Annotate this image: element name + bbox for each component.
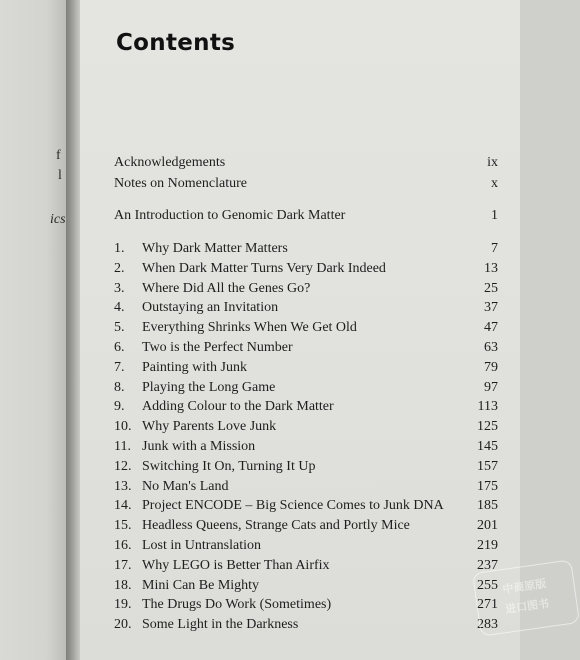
chapter-entry (114, 418, 498, 436)
page-number: 37 (484, 300, 498, 315)
left-page-fragment: ics (50, 212, 66, 227)
chapter-number: 11. (114, 439, 131, 454)
page-number: 1 (491, 208, 498, 223)
chapter-entry (114, 438, 498, 456)
left-page-fragment: l (58, 168, 62, 183)
chapter-number: 14. (114, 498, 132, 513)
chapter-entry (114, 398, 498, 416)
chapter-number: 15. (114, 518, 132, 533)
contents-page (80, 0, 550, 660)
watermark-line: 中商原版 (501, 577, 548, 597)
chapter-title: Junk with a Mission (142, 439, 256, 454)
entry-title: An Introduction to Genomic Dark Matter (114, 208, 346, 223)
chapter-number: 4. (114, 300, 125, 315)
chapter-title: Adding Colour to the Dark Matter (142, 399, 334, 414)
left-page (0, 0, 66, 660)
chapter-title: Lost in Untranslation (142, 538, 261, 553)
chapter-number: 8. (114, 380, 125, 395)
chapter-title: The Drugs Do Work (Sometimes) (142, 597, 332, 612)
chapter-entry (114, 240, 498, 258)
chapter-entry (114, 596, 498, 614)
page-number: 145 (477, 439, 498, 454)
page-number: 255 (477, 578, 498, 593)
chapter-title: Outstaying an Invitation (142, 300, 279, 315)
page-number: 157 (477, 459, 498, 474)
watermark-line: 进口图书 (504, 596, 550, 616)
chapter-entry (114, 280, 498, 298)
chapter-entry (114, 458, 498, 476)
page-number: 175 (477, 479, 498, 494)
chapter-number: 2. (114, 261, 125, 276)
page-number: 271 (477, 597, 498, 612)
chapter-title: No Man's Land (142, 479, 229, 494)
front-matter-entry (114, 175, 498, 193)
page-number: 219 (477, 538, 498, 553)
chapter-number: 10. (114, 419, 132, 434)
chapter-entry (114, 478, 498, 496)
chapter-number: 6. (114, 340, 125, 355)
chapter-title: Where Did All the Genes Go? (142, 281, 311, 296)
page-title: Contents (116, 30, 236, 56)
chapter-title: Switching It On, Turning It Up (142, 459, 316, 474)
page-number: 185 (477, 498, 498, 513)
chapter-number: 19. (114, 597, 132, 612)
page-number: 125 (477, 419, 498, 434)
chapter-title: When Dark Matter Turns Very Dark Indeed (142, 261, 386, 276)
entry-title: Acknowledgements (114, 155, 226, 170)
chapter-entry (114, 616, 498, 634)
chapter-entry (114, 517, 498, 535)
chapter-title: Mini Can Be Mighty (142, 578, 260, 593)
chapter-number: 1. (114, 241, 125, 256)
page-number: 237 (477, 558, 498, 573)
chapter-title: Playing the Long Game (142, 380, 276, 395)
page-number: 113 (477, 399, 498, 414)
chapter-title: Why LEGO is Better Than Airfix (142, 558, 330, 573)
chapter-entry (114, 319, 498, 337)
page-number: 47 (484, 320, 498, 335)
page-number: 25 (484, 281, 498, 296)
chapter-title: Why Parents Love Junk (142, 419, 277, 434)
chapter-number: 5. (114, 320, 125, 335)
page-number: 97 (484, 380, 498, 395)
chapter-number: 3. (114, 281, 125, 296)
entry-title: Notes on Nomenclature (114, 176, 247, 191)
chapter-number: 16. (114, 538, 132, 553)
chapter-title: Two is the Perfect Number (142, 340, 293, 355)
chapter-number: 20. (114, 617, 132, 632)
chapter-entry (114, 379, 498, 397)
chapter-entry (114, 299, 498, 317)
chapter-title: Some Light in the Darkness (142, 617, 299, 632)
page-number: ix (487, 155, 498, 170)
chapter-number: 13. (114, 479, 132, 494)
chapter-entry (114, 577, 498, 595)
table-of-contents (80, 0, 520, 660)
page-number: 63 (484, 340, 498, 355)
left-page-fragment: f (56, 148, 61, 163)
chapter-entry (114, 537, 498, 555)
chapter-title: Headless Queens, Strange Cats and Portly Mice (142, 518, 410, 533)
chapter-entry (114, 497, 498, 515)
page-number: 79 (484, 360, 498, 375)
chapter-number: 9. (114, 399, 125, 414)
chapter-number: 18. (114, 578, 132, 593)
chapter-number: 17. (114, 558, 132, 573)
front-matter-entry (114, 207, 498, 225)
page-number: 283 (477, 617, 498, 632)
book-gutter (66, 0, 80, 660)
chapter-number: 7. (114, 360, 125, 375)
chapter-number: 12. (114, 459, 132, 474)
page-number: x (491, 176, 498, 191)
chapter-entry (114, 359, 498, 377)
chapter-title: Painting with Junk (142, 360, 248, 375)
chapter-title: Everything Shrinks When We Get Old (142, 320, 357, 335)
chapter-entry (114, 260, 498, 278)
chapter-title: Why Dark Matter Matters (142, 241, 288, 256)
front-matter-entry (114, 154, 498, 172)
watermark-stamp (472, 559, 580, 636)
chapter-entry (114, 557, 498, 575)
chapter-entry (114, 339, 498, 357)
page-number: 13 (484, 261, 498, 276)
chapter-title: Project ENCODE – Big Science Comes to Junk DNA (142, 498, 444, 513)
page-number: 201 (477, 518, 498, 533)
page-number: 7 (491, 241, 498, 256)
